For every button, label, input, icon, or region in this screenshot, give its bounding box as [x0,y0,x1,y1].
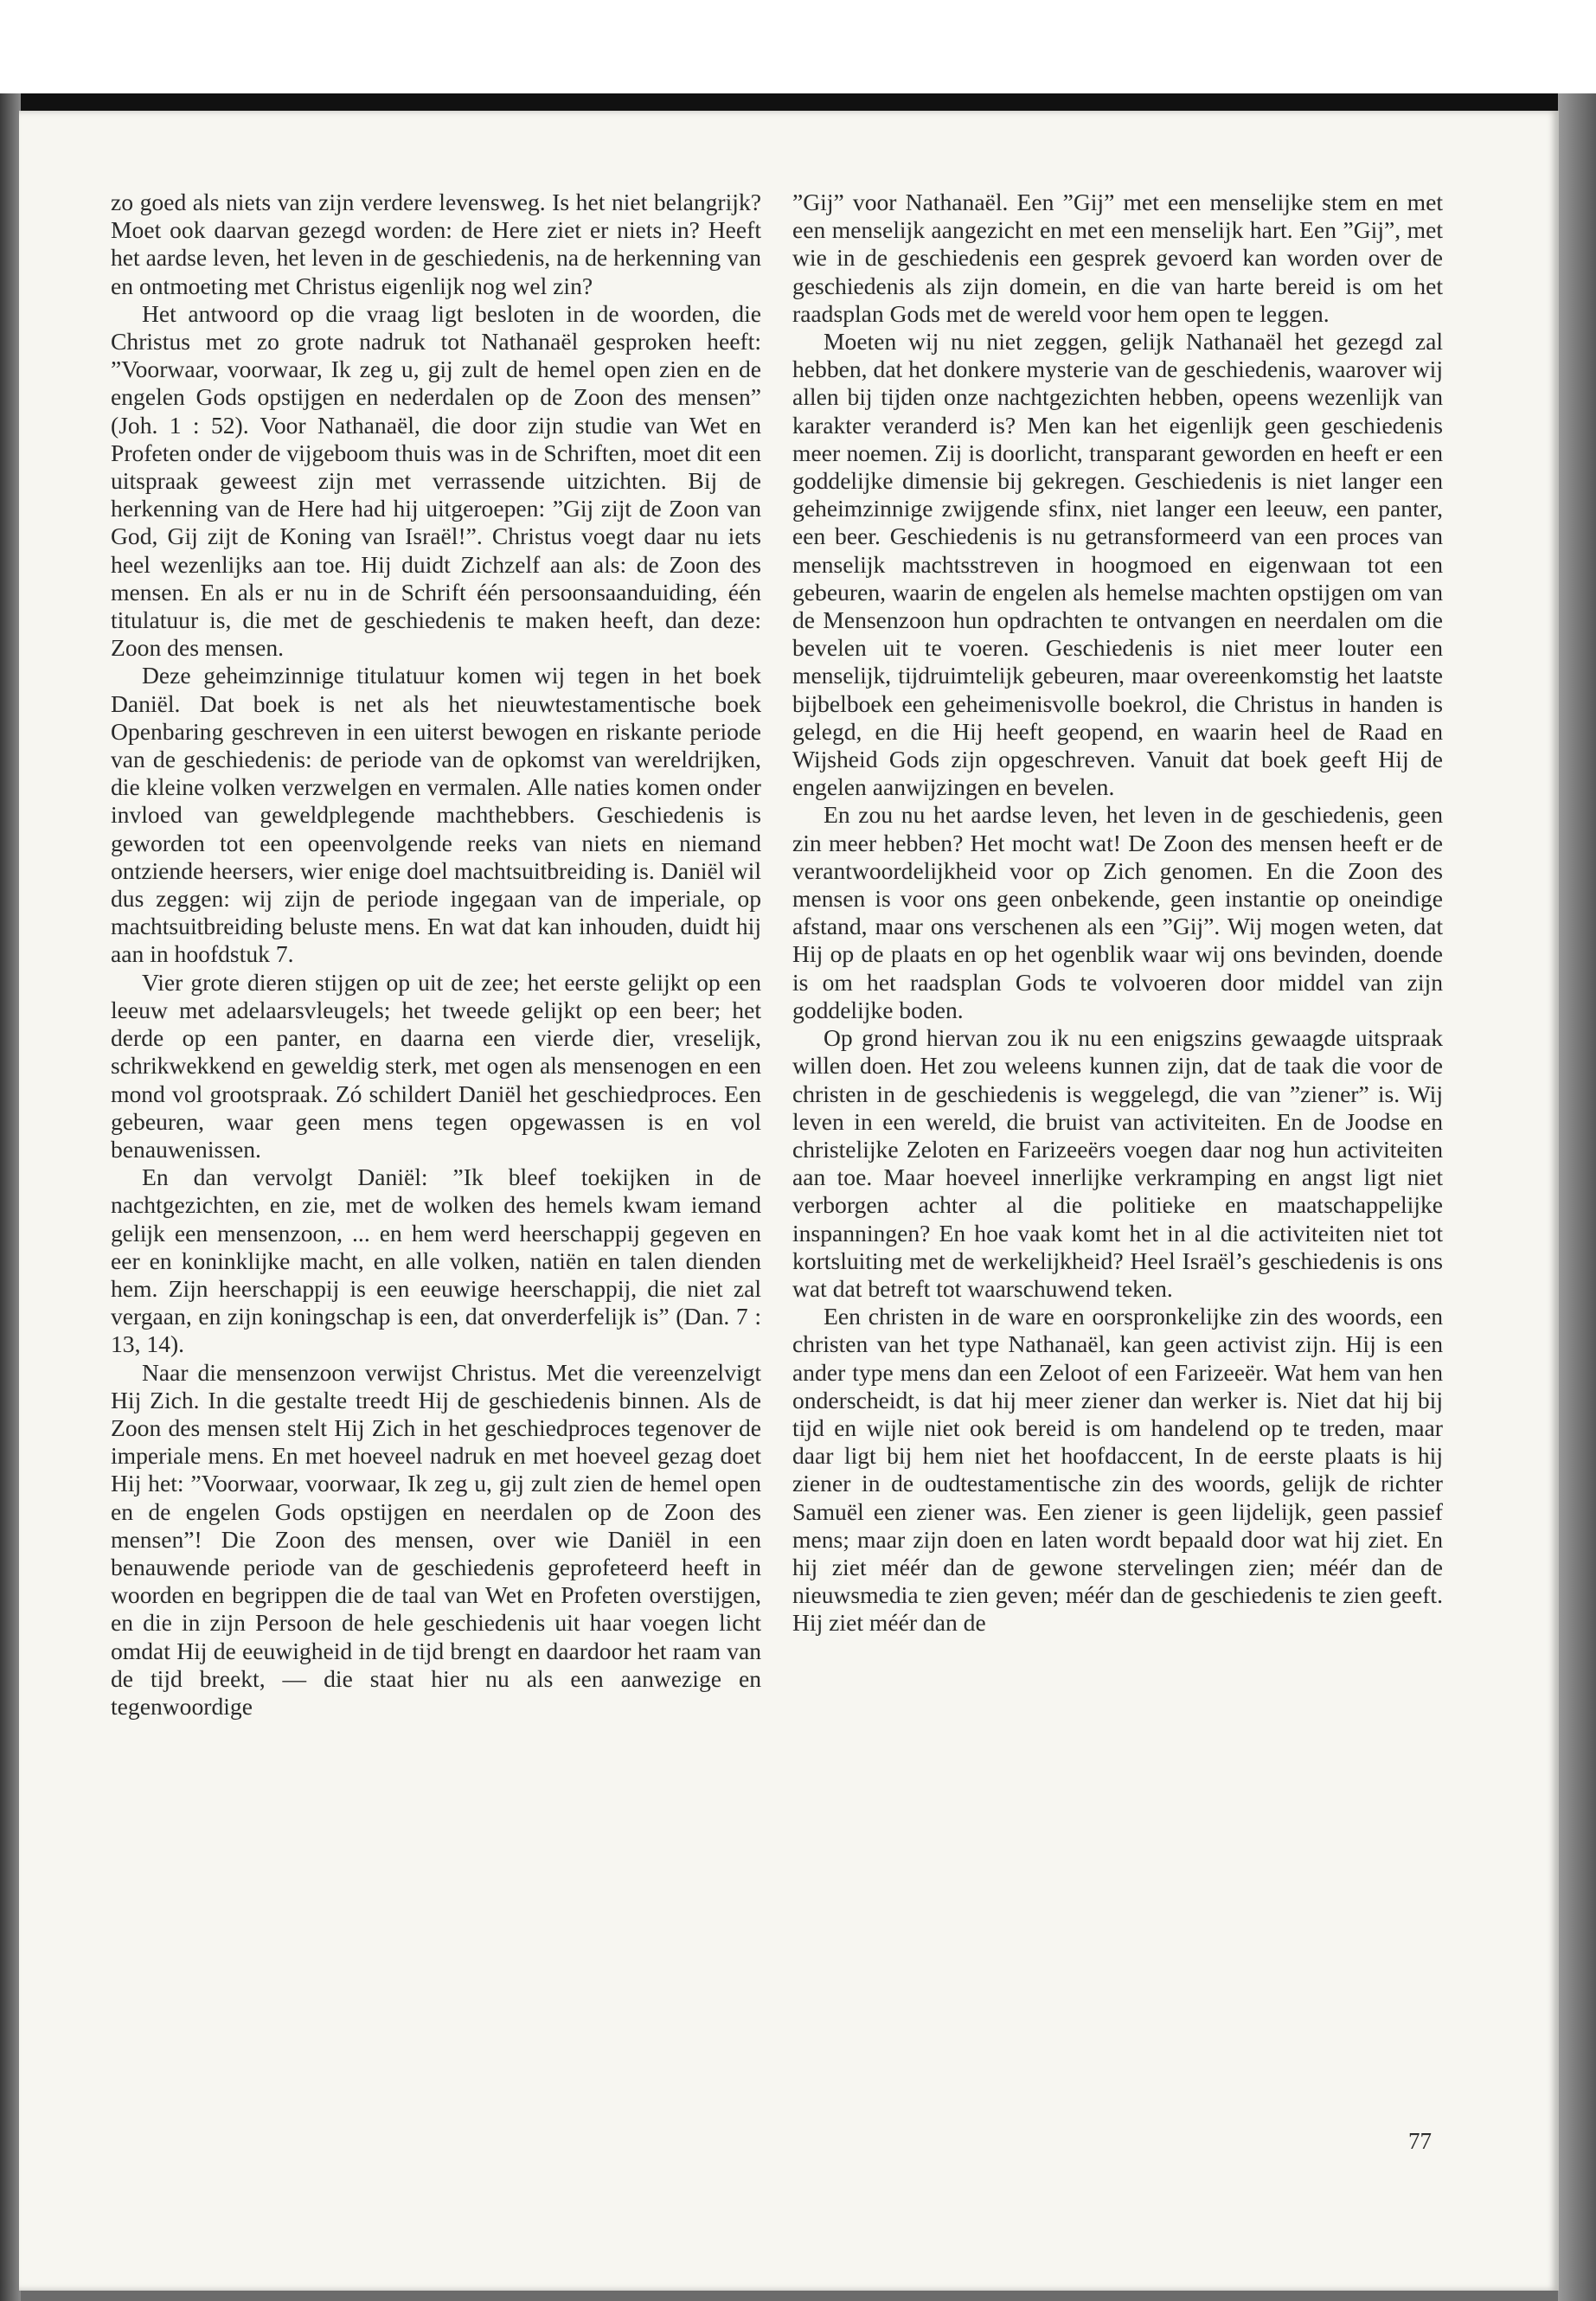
paragraph: Deze geheimzinnige titulatuur komen wij tegen in het boek Daniël. Dat boek is net als het nieuwtestamentische boek Openbaring geschreven in een uiterst bewogen en riskante periode van de geschiedenis: de periode van de opkomst van wereldrijken, die kleine volken verzwelgen en vermalen. Alle naties komen onder invloed van geweldplegende machthebbers. Geschiedenis is geworden tot een opeenvolgende reeks van niets en niemand ontziende heersers, wier enige doel machtsuitbreiding is. Daniël wil dus zeggen: wij zijn de periode ingegaan van de imperiale, op machtsuitbreiding beluste mens. En wat dat kan inhouden, duidt hij aan in hoofdstuk 7. [111,662,761,968]
scan-left-edge [0,93,21,2301]
paragraph: En dan vervolgt Daniël: ”Ik bleef toekijken in de nachtgezichten, en zie, met de wolken des hemels kwam iemand gelijk een mensenzoon, ... en hem werd heerschappij gegeven en eer en koninklijke macht, en alle volken, natiën en talen dienden hem. Zijn heerschappij is een eeuwige heerschappij, die niet zal vergaan, en zijn koningschap is een, dat onverderfelijk is” (Dan. 7 : 13, 14). [111,1163,761,1358]
page-number: 77 [1408,2128,1432,2154]
left-text-column [111,189,761,1721]
paragraph: Naar die mensenzoon verwijst Christus. Met die vereenzelvigt Hij Zich. In die gestalte treedt Hij de geschiedenis binnen. Als de Zoon des mensen stelt Hij Zich in het geschiedproces tegenover de imperiale mens. En met hoeveel nadruk en met hoeveel gezag doet Hij het: ”Voorwaar, voorwaar, Ik zeg u, gij zult zien de hemel open en de engelen Gods opstijgen en neerdalen op de Zoon des mensen”! Die Zoon des mensen, over wie Daniël in een benauwende periode van de geschiedenis geprofeteerd heeft in woorden en begrippen die de taal van Wet en Profeten overstijgen, en die in zijn Persoon de hele geschiedenis uit haar voegen licht omdat Hij de eeuwigheid in de tijd brengt en daardoor het raam van de tijd breekt, — die staat hier nu als een aanwezige en tegenwoordige [111,1358,761,1720]
paragraph: Op grond hiervan zou ik nu een enigszins gewaagde uitspraak willen doen. Het zou weleens kunnen zijn, dat de taak die voor de christen in de geschiedenis is weggelegd, die van ”ziener” is. Wij leven in een wereld, die bruist van activiteiten. En de Joodse en christelijke Zeloten en Farizeeërs voegen daar nog hun activiteiten aan toe. Maar hoeveel innerlijke verkramping en angst ligt niet verborgen achter al die politieke en maatschappelijke inspanningen? En hoe vaak komt het in al die activiteiten niet tot kortsluiting met de werkelijkheid? Heel Israël’s geschiedenis is ons wat dat betreft tot waarschuwend teken. [792,1024,1443,1302]
paragraph: ”Gij” voor Nathanaël. Een ”Gij” met een menselijke stem en met een menselijk aangezicht en met een menselijk hart. Een ”Gij”, met wie in de geschiedenis een gesprek gevoerd kan worden over de geschiedenis als zijn domein, en die van harte bereid is om het raadsplan Gods met de wereld voor hem open te leggen. [792,189,1443,327]
paragraph: Het antwoord op die vraag ligt besloten in de woorden, die Christus met zo grote nadruk tot Nathanaël gesproken heeft: ”Voorwaar, voorwaar, Ik zeg u, gij zult de hemel open zien en de engelen Gods opstijgen en nederdalen op de Zoon des mensen” (Joh. 1 : 52). Voor Nathanaël, die door zijn studie van Wet en Profeten onder de vijgeboom thuis was in de Schriften, moet dit een uitspraak geweest zijn met verrassende uitzichten. Bij de herkenning van de Here had hij uitgeroepen: ”Gij zijt de Zoon van God, Gij zijt de Koning van Israël!”. Christus voegt daar nu iets heel wezenlijks aan toe. Hij duidt Zichzelf aan als: de Zoon des mensen. En als er nu in de Schrift één persoonsaanduiding, één titulatuur is, die met de geschiedenis te maken heeft, dan deze: Zoon des mensen. [111,299,761,662]
scan-top-margin [0,0,1596,102]
paragraph: zo goed als niets van zijn verdere levensweg. Is het niet belangrijk? Moet ook daarvan gezegd worden: de Here ziet er niets in? Heeft het aardse leven, het leven in de geschiedenis, na de herkenning van en ontmoeting met Christus eigenlijk nog wel zin? [111,189,761,299]
paragraph: En zou nu het aardse leven, het leven in de geschiedenis, geen zin meer hebben? Het mocht wat! De Zoon des mensen heeft er de verantwoordelijkheid voor op Zich genomen. En die Zoon des mensen is voor ons geen onbekende, geen instantie op oneindige afstand, maar ons verschenen als een ”Gij”. Wij mogen weten, dat Hij op de plaats en op het ogenblik waar wij ons bevinden, doende is om het raadsplan Gods te volvoeren door middel van zijn goddelijke boden. [792,801,1443,1023]
paragraph: Een christen in de ware en oorspronkelijke zin des woords, een christen van het type Nathanaël, kan geen activist zijn. Hij is een ander type mens dan een Zeloot of een Farizeeër. Wat hem van hen onderscheidt, is dat hij meer ziener dan werker is. Niet dat hij bij tijd en wijle niet ook bereid is om handelend op te treden, maar daar ligt bij hem niet het hoofdaccent, In de eerste plaats is hij ziener in de oudtestamentische zin des woords, gelijk de richter Samuël een ziener was. Een ziener is geen lijdelijk, geen passief mens; maar zijn doen en laten wordt bepaald door wat hij ziet. En hij ziet méér dan de gewone stervelingen zien; méér dan de nieuwsmedia te zien geven; méér dan de geschiedenis te zien geeft. Hij ziet méér dan de [792,1303,1443,1637]
scan-right-edge [1558,93,1596,2301]
paragraph: Moeten wij nu niet zeggen, gelijk Nathanaël het gezegd zal hebben, dat het donkere mysterie van de geschiedenis, waarover wij allen bij tijden onze nachtgezichten hebben, opeens wezenlijk van karakter veranderd is? Men kan het eigenlijk geen geschiedenis meer noemen. Zij is doorlicht, transparant geworden en heeft er een goddelijke dimensie bij gekregen. Geschiedenis is niet langer een geheimzinnige zwijgende sfinx, niet langer een leeuw, een panter, een beer. Geschiedenis is nu getransformeerd van een proces van menselijk machtsstreven in hoogmoed en eigenwaan tot een gebeuren, waarin de engelen als hemelse machten opstijgen om van de Mensenzoon hun opdrachten te ontvangen en neerdalen om die bevelen uit te voeren. Geschiedenis is niet meer louter een menselijk, tijdruimtelijk gebeuren, maar overeenkomstig het laatste bijbelboek een geheimenisvolle boekrol, die Christus in handen is gelegd, en die Hij heeft geopend, en waarin heel de Raad en Wijsheid Gods zijn opgeschreven. Vanuit dat boek geeft Hij de engelen aanwijzingen en bevelen. [792,328,1443,801]
paragraph: Vier grote dieren stijgen op uit de zee; het eerste gelijkt op een leeuw met adelaarsvleugels; het tweede gelijkt op een beer; het derde op een panter, en daarna een vierde dier, vreselijk, schrikwekkend en geweldig sterk, met ogen als mensenogen en een mond vol grootspraak. Zó schildert Daniël het geschiedproces. Een gebeuren, waar geen mens tegen opgewassen is en vol benauwenissen. [111,968,761,1163]
right-text-column [792,189,1443,1638]
